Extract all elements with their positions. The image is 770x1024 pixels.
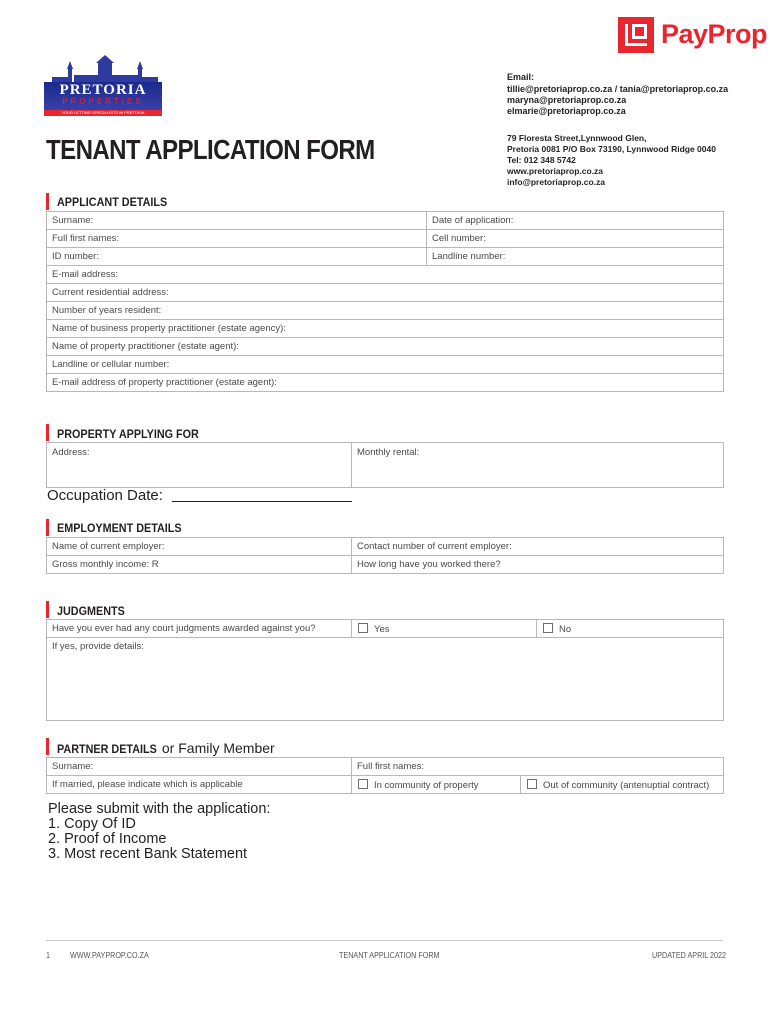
yes-checkbox[interactable] [358, 623, 368, 633]
employer-contact-field[interactable]: Contact number of current employer: [352, 538, 724, 556]
yes-label: Yes [374, 623, 390, 635]
section-heading-partner: PARTNER DETAILS [57, 742, 157, 756]
occupation-date-label: Occupation Date: [47, 487, 163, 504]
section-heading-property: PROPERTY APPLYING FOR [57, 427, 199, 441]
in-community-checkbox[interactable] [358, 779, 368, 789]
judgments-question: Have you ever had any court judgments awarded against you? [47, 620, 352, 638]
judgments-table [46, 619, 724, 721]
in-community-label: In community of property [374, 779, 479, 791]
monthly-rental-field[interactable]: Monthly rental: [352, 443, 724, 488]
section-heading-judgments: JUDGMENTS [57, 604, 125, 618]
payprop-logo-text: PayProp [661, 19, 768, 49]
payprop-logo-mark [618, 17, 654, 53]
partner-table [46, 757, 724, 794]
full-first-names-field[interactable]: Full first names: [47, 230, 427, 248]
submit-intro: Please submit with the application: [48, 801, 271, 817]
footer-divider [46, 940, 723, 941]
years-resident-field[interactable]: Number of years resident: [47, 302, 724, 320]
section-marker [46, 738, 49, 755]
submit-item: 3. Most recent Bank Statement [48, 846, 248, 862]
business-practitioner-field[interactable]: Name of business property practitioner (estate agency): [47, 320, 724, 338]
section-marker [46, 424, 49, 441]
employer-name-field[interactable]: Name of current employer: [47, 538, 352, 556]
website-line: www.pretoriaprop.co.za [507, 166, 604, 176]
address-line: 79 Floresta Street,Lynnwood Glen, [507, 133, 647, 143]
employment-table [46, 537, 724, 574]
surname-field[interactable]: Surname: [47, 212, 427, 230]
in-community-option[interactable] [352, 776, 521, 794]
section-marker [46, 519, 49, 536]
out-of-community-option[interactable] [521, 776, 724, 794]
practitioner-email-field[interactable]: E-mail address of property practitioner (estate agent): [47, 374, 724, 392]
section-heading-partner-wrap [57, 740, 275, 758]
footer-website: WWW.PAYPROP.CO.ZA [70, 951, 149, 960]
landline-number-field[interactable]: Landline number: [427, 248, 724, 266]
applicant-details-table [46, 211, 724, 392]
section-heading-partner-suffix: or Family Member [161, 740, 275, 756]
married-note: If married, please indicate which is applicable [47, 776, 352, 794]
property-address-field[interactable]: Address: [47, 443, 352, 488]
occupation-date-input[interactable] [172, 501, 352, 502]
no-label: No [559, 623, 572, 635]
out-of-community-checkbox[interactable] [527, 779, 537, 789]
email-line: tillie@pretoriaprop.co.za / tania@pretoriaprop.co.za [507, 84, 729, 94]
judgments-details-field[interactable]: If yes, provide details: [47, 638, 724, 721]
email-line: elmarie@pretoriaprop.co.za [507, 106, 626, 116]
footer-updated: UPDATED APRIL 2022 [652, 951, 727, 960]
pretoria-logo-title: PRETORIA [59, 82, 147, 98]
partner-first-names-field[interactable]: Full first names: [352, 758, 724, 776]
judgments-no-option[interactable] [537, 620, 724, 638]
landline-or-cell-field[interactable]: Landline or cellular number: [47, 356, 724, 374]
no-checkbox[interactable] [543, 623, 553, 633]
partner-surname-field[interactable]: Surname: [47, 758, 352, 776]
section-heading-employment: EMPLOYMENT DETAILS [57, 521, 182, 535]
id-number-field[interactable]: ID number: [47, 248, 427, 266]
email-line: maryna@pretoriaprop.co.za [507, 95, 627, 105]
judgments-yes-option[interactable] [352, 620, 537, 638]
submit-item: 2. Proof of Income [48, 831, 167, 847]
address-line: Pretoria 0081 P/O Box 73190, Lynnwood Ridge 0040 [507, 144, 716, 154]
current-address-field[interactable]: Current residential address: [47, 284, 724, 302]
property-practitioner-field[interactable]: Name of property practitioner (estate agent): [47, 338, 724, 356]
out-of-community-label: Out of community (antenuptial contract) [543, 779, 710, 791]
email-address-field[interactable]: E-mail address: [47, 266, 724, 284]
page-title: TENANT APPLICATION FORM [46, 134, 375, 165]
how-long-field[interactable]: How long have you worked there? [352, 556, 724, 574]
info-email-line: info@pretoriaprop.co.za [507, 177, 606, 187]
cell-number-field[interactable]: Cell number: [427, 230, 724, 248]
property-table [46, 442, 724, 488]
phone-line: Tel: 012 348 5742 [507, 155, 576, 165]
gross-income-field[interactable]: Gross monthly income: R [47, 556, 352, 574]
footer-document-name: TENANT APPLICATION FORM [339, 951, 440, 960]
date-of-application-field[interactable]: Date of application: [427, 212, 724, 230]
submit-instructions [48, 802, 270, 862]
email-label: Email: [507, 72, 535, 82]
section-marker [46, 193, 49, 210]
pretoria-logo-tagline: YOUR LETTING SPECIALISTS IN PRETORIA [44, 110, 162, 116]
section-heading-applicant: APPLICANT DETAILS [57, 195, 168, 209]
section-marker [46, 601, 49, 618]
submit-item: 1. Copy Of ID [48, 816, 136, 832]
pretoria-logo-subtitle: PROPERTIES [62, 97, 144, 106]
page-number: 1 [46, 951, 51, 960]
